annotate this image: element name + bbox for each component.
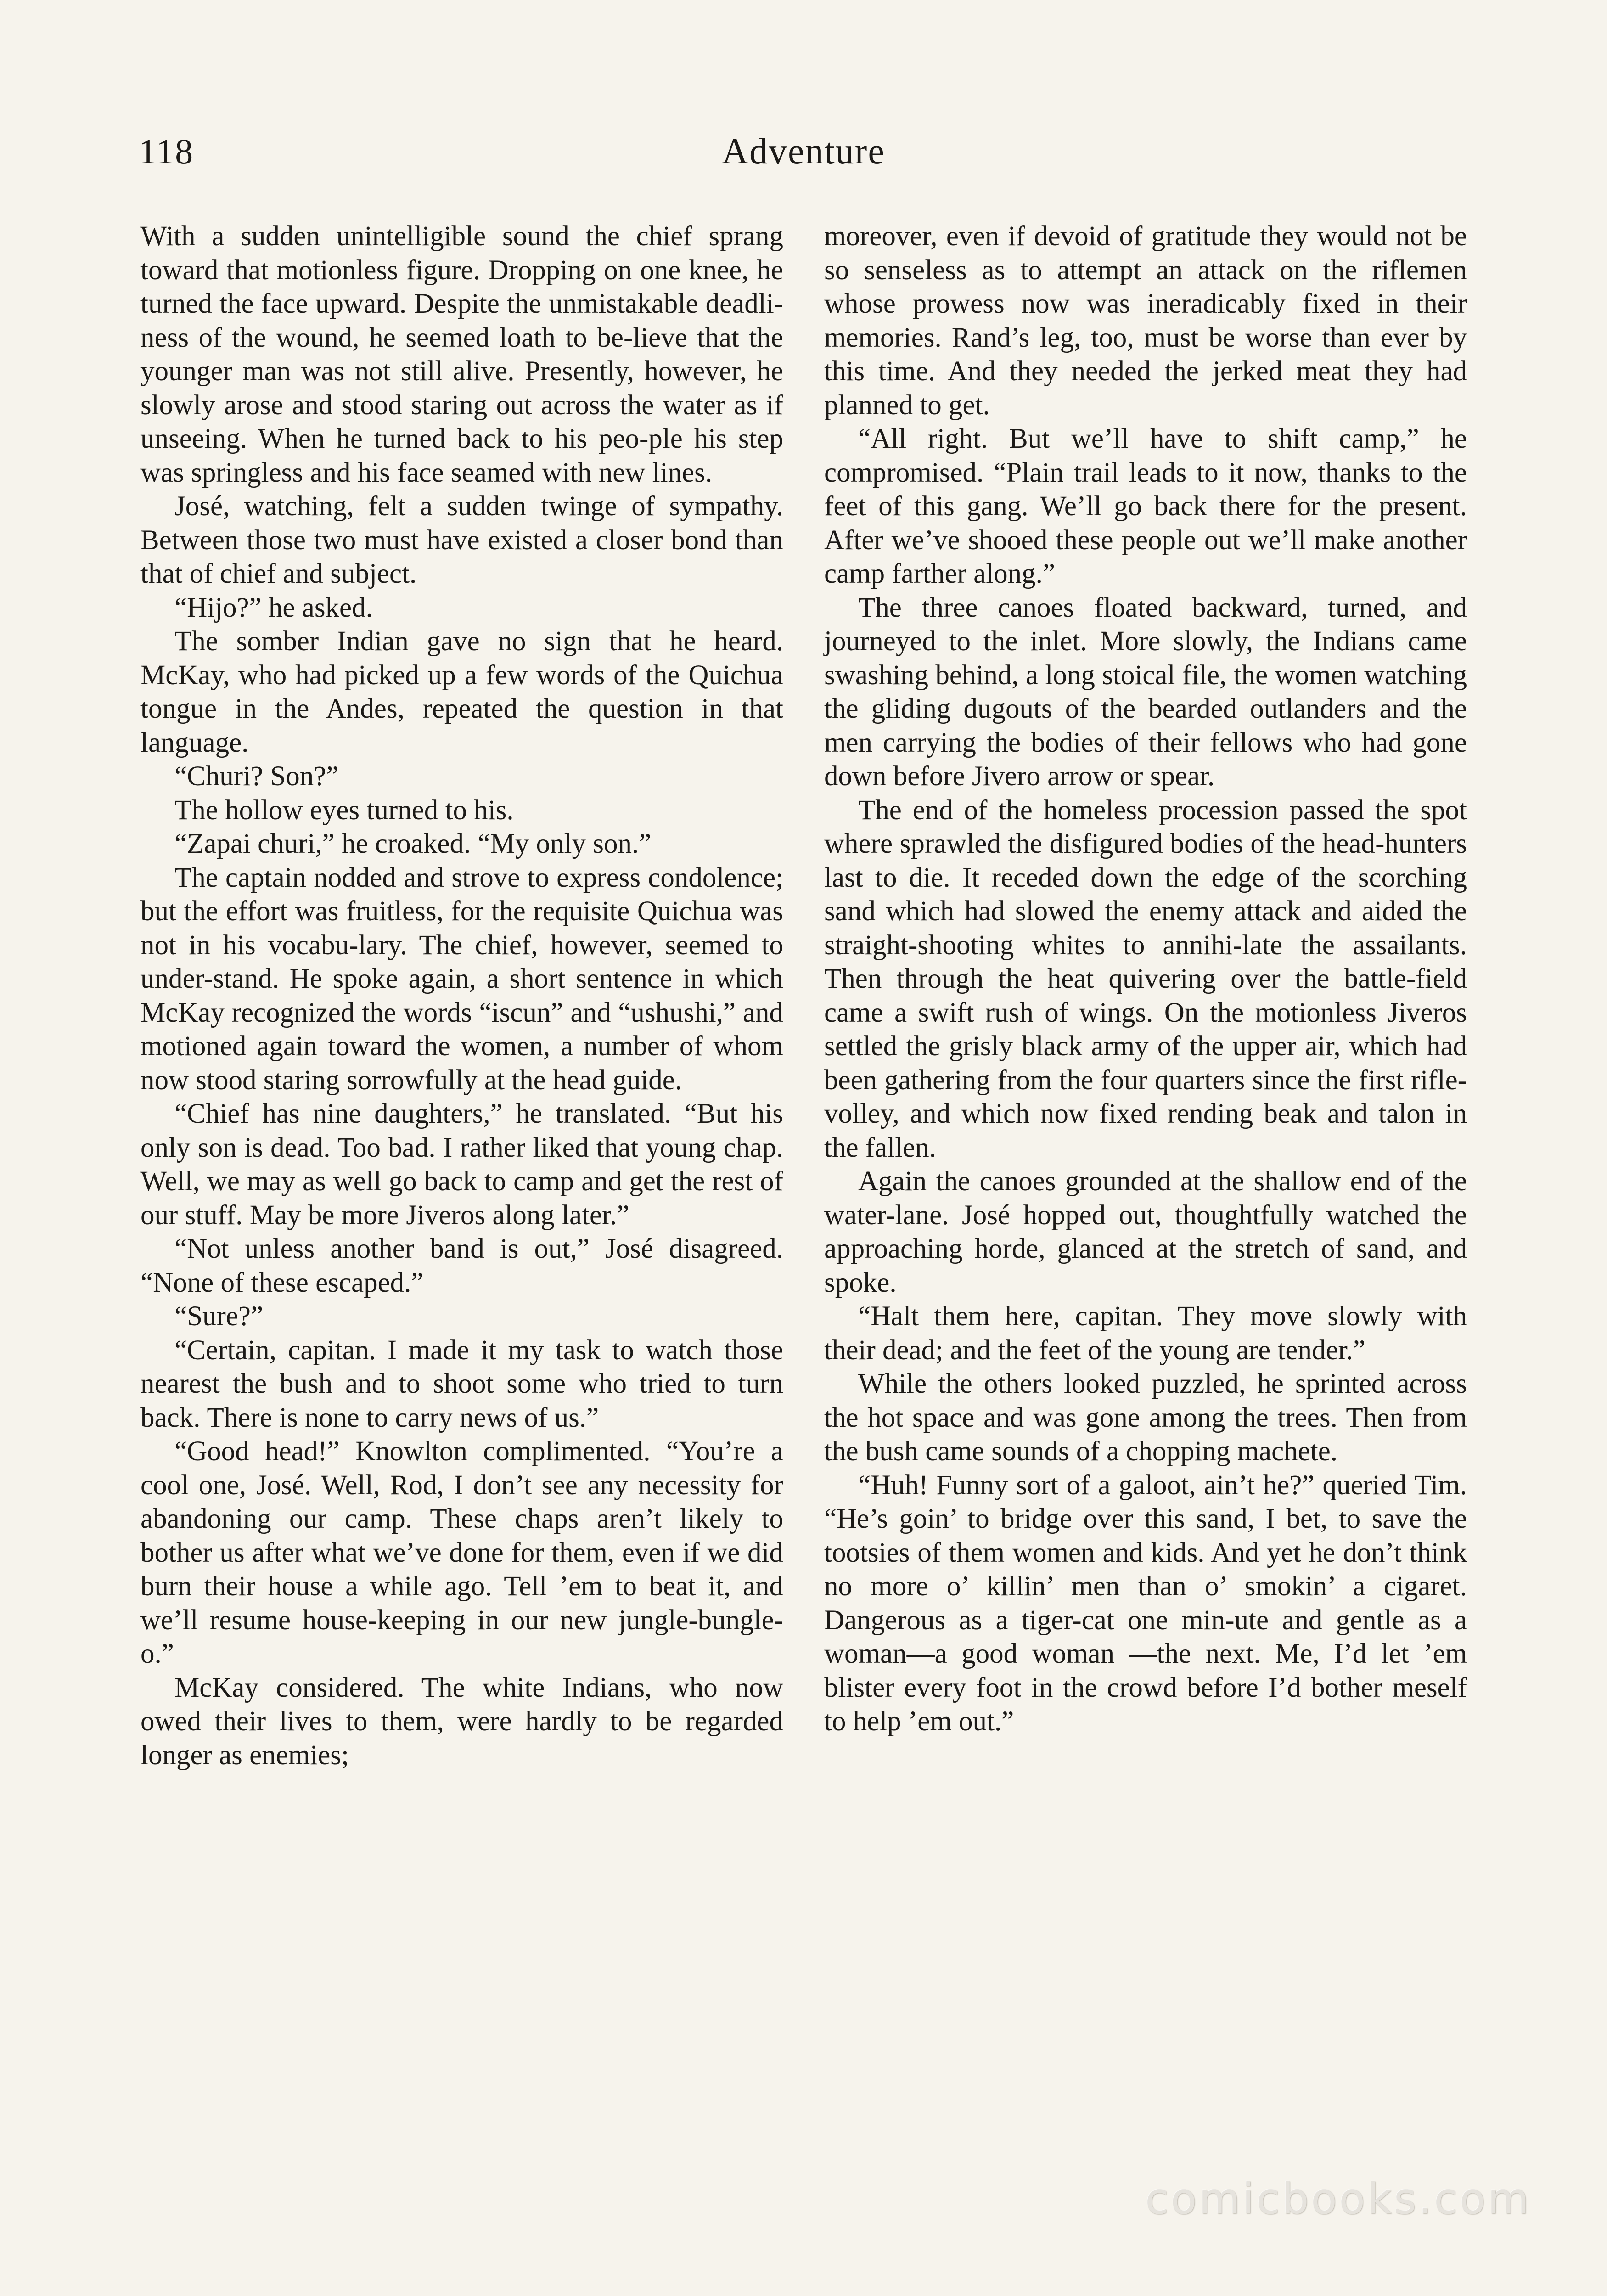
paragraph: “Sure?” bbox=[174, 1301, 264, 1332]
paragraph: The somber Indian gave no sign that he heard. McKay, who had picked up a few words of the Quichua tongue in the Andes, repeated the question in that language. bbox=[140, 626, 783, 758]
paragraph: “Huh! Funny sort of a galoot, ain’t he?” queried Tim. “He’s goin’ to bridge over this sand, I bet, to save the tootsies of them women and kids. And yet he don’t think no more o’ killin’ men than o’ smokin’ a cigaret. Dangerous as a tiger-cat one min-ute and gentle as a woman—a good woman —the next. Me, I’d let ’em blister every foot in the crowd before I’d bother meself to help ’em out.” bbox=[824, 1469, 1467, 1737]
paragraph: The end of the homeless procession passed the spot where sprawled the disfigured bodies of the head-hunters last to die. It receded down the edge of the scorching sand which had slowed the enemy attack and aided the straight-shooting whites to annihi-late the assailants. Then through the heat quivering over the battle-field came a swift rush of wings. On the motionless Jiveros settled the grisly black army of the upper air, which had been gathering from the four quarters since the first rifle-volley, and which now fixed rending beak and talon in the fallen. bbox=[824, 794, 1467, 1163]
paragraph: While the others looked puzzled, he sprinted across the hot space and was gone among the trees. Then from the bush came sounds of a chopping machete. bbox=[824, 1368, 1467, 1467]
paragraph: The three canoes floated backward, turned, and journeyed to the inlet. More slowly, the Indians came swashing behind, a long stoical file, the women watching the gliding dugouts of the bearded outlanders and the men carrying the bodies of their fellows who had gone down before Jivero arrow or spear. bbox=[824, 592, 1467, 792]
paragraph: “Not unless another band is out,” José disagreed. “None of these escaped.” bbox=[140, 1233, 783, 1298]
paragraph: José, watching, felt a sudden twinge of sympathy. Between those two must have existed a closer bond than that of chief and subject. bbox=[140, 491, 783, 589]
paragraph: “Certain, capitan. I made it my task to watch those nearest the bush and to shoot some who tried to turn back. There is none to carry news of us.” bbox=[140, 1334, 783, 1433]
paragraph: The captain nodded and strove to express condolence; but the effort was fruitless, for the requisite Quichua was not in his vocabu-lary. The chief, however, seemed to under-stand. He spoke again, a short sentence in which McKay recognized the words “iscun” and “ushushi,” and motioned again toward the women, a number of whom now stood staring sorrowfully at the head guide. bbox=[140, 862, 783, 1096]
paragraph: “Zapai churi,” he croaked. “My only son.” bbox=[174, 828, 652, 859]
paragraph: “Halt them here, capitan. They move slowly with their dead; and the feet of the young are tender.” bbox=[824, 1301, 1467, 1366]
paragraph: “Churi? Son?” bbox=[174, 761, 339, 792]
right-column bbox=[824, 219, 1467, 1739]
paragraph: “Chief has nine daughters,” he translated. “But his only son is dead. Too bad. I rather liked that young chap. Well, we may as well go back to camp and get the rest of our stuff. May be more Jiveros along later.” bbox=[140, 1098, 783, 1231]
paragraph: “Hijo?” he asked. bbox=[174, 592, 373, 623]
left-column bbox=[140, 219, 783, 1772]
paragraph: With a sudden unintelligible sound the chief sprang toward that motionless figure. Dropping on one knee, he turned the face upward. Despite the unmistakable deadli-ness of the wound, he seemed loath to be-lieve that the younger man was not still alive. Presently, however, he slowly arose and stood staring out across the water as if unseeing. When he turned back to his peo-ple his step was springless and his face seamed with new lines. bbox=[140, 221, 783, 488]
paragraph: The hollow eyes turned to his. bbox=[174, 794, 514, 826]
paragraph: Again the canoes grounded at the shallow end of the water-lane. José hopped out, thoughtfully watched the approaching horde, glanced at the stretch of sand, and spoke. bbox=[824, 1166, 1467, 1298]
paragraph: McKay considered. The white Indians, who now owed their lives to them, were hardly to be regarded longer as enemies; bbox=[140, 1672, 783, 1771]
watermark: comicbooks.com bbox=[1145, 2174, 1531, 2223]
paragraph: “All right. But we’ll have to shift camp,” he compromised. “Plain trail leads to it now, thanks to the feet of this gang. We’ll go back there for the present. After we’ve shooed these people out we’ll make another camp farther along.” bbox=[824, 423, 1467, 589]
paragraph: “Good head!” Knowlton complimented. “You’re a cool one, José. Well, Rod, I don’t see any necessity for abandoning our camp. These chaps aren’t likely to bother us after what we’ve done for them, even if we did burn their house a while ago. Tell ’em to beat it, and we’ll resume house-keeping in our new jungle-bungle-o.” bbox=[140, 1436, 783, 1669]
paragraph: moreover, even if devoid of gratitude they would not be so senseless as to attempt an attack on the riflemen whose prowess now was ineradicably fixed in their memories. Rand’s leg, too, must be worse than ever by this time. And they needed the jerked meat they had planned to get. bbox=[824, 221, 1467, 421]
running-title: Adventure bbox=[722, 131, 885, 172]
page-number: 118 bbox=[139, 131, 194, 171]
